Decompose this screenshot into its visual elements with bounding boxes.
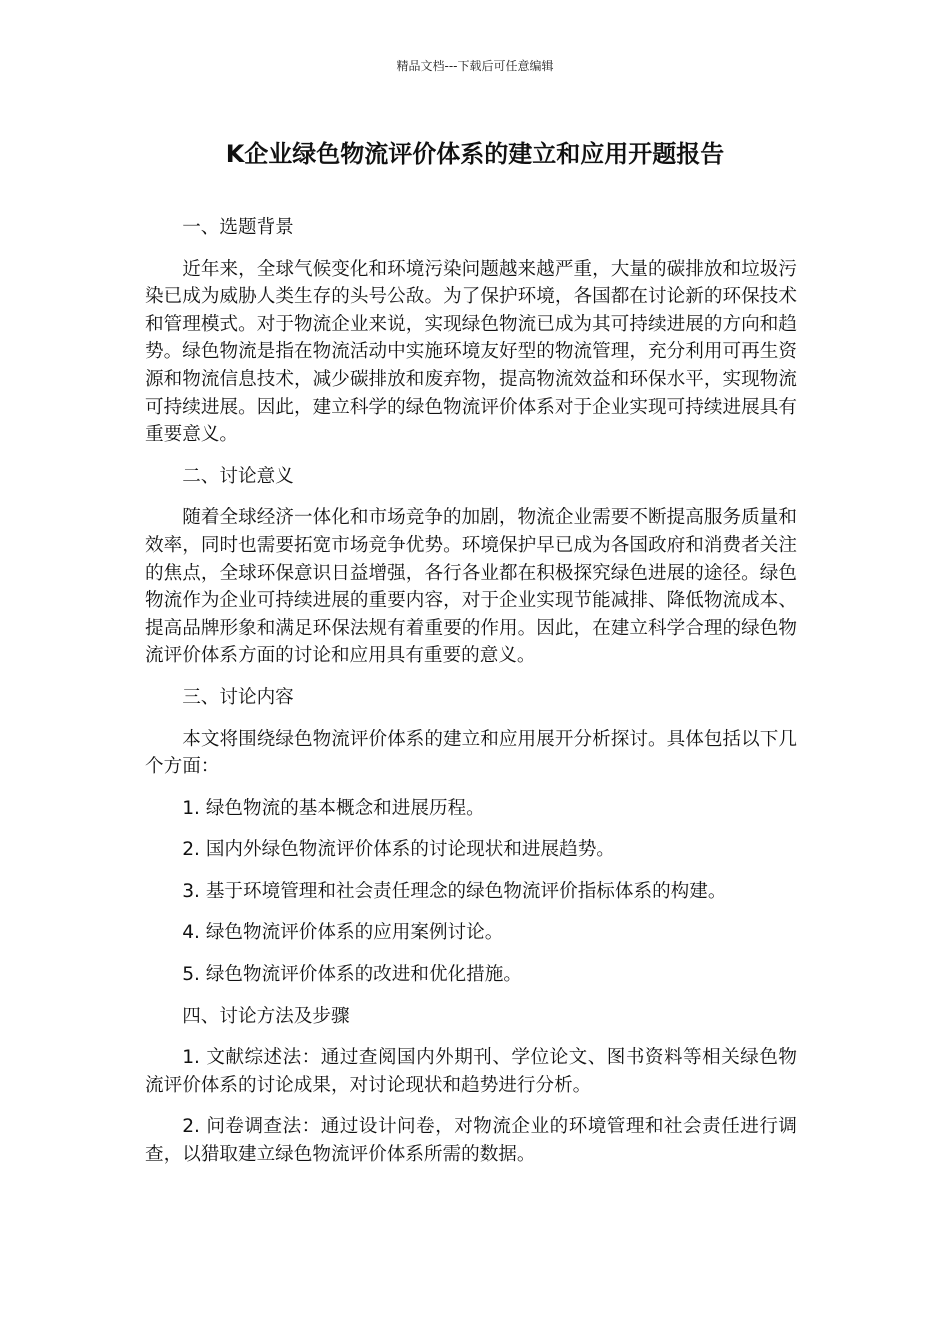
list-item: 2. 国内外绿色物流评价体系的讨论现状和进展趋势。 — [182, 839, 615, 861]
section-methods — [145, 1003, 797, 1169]
section-heading: 一、选题背景 — [182, 217, 294, 238]
page-header: 精品文档---下载后可任意编辑 — [396, 59, 554, 73]
section-heading: 二、讨论意义 — [182, 465, 294, 487]
section-significance — [145, 463, 797, 670]
paragraph: 本文将围绕绿色物流评价体系的建立和应用展开分析探讨。具体包括以下几个方面： — [145, 728, 797, 778]
list-item: 4. 绿色物流评价体系的应用案例讨论。 — [182, 922, 504, 944]
paragraph: 近年来，全球气候变化和环境污染问题越来越严重，大量的碳排放和垃圾污染已成为威胁人类生存的头号公敌。为了保护环境，各国都在讨论新的环保技术和管理模式。对于物流企业来说，实现绿色物流已成为其可持续进展的方向和趋势。绿色物流是指在物流活动中实施环境友好型的物流管理，充分利用可再生资源和物流信息技术，减少碳排放和废弃物，提高物流效益和环保水平，实现物流可持续进展。因此，建立科学的绿色物流评价体系对于企业实现可持续进展具有重要意义。 — [145, 258, 797, 446]
list-item: 1. 文献综述法：通过查阅国内外期刊、学位论文、图书资料等相关绿色物流评价体系的讨论成果，对讨论现状和趋势进行分析。 — [145, 1047, 797, 1096]
document-body — [145, 214, 797, 1183]
section-heading: 三、讨论内容 — [182, 686, 294, 708]
section-background — [145, 214, 797, 449]
paragraph: 随着全球经济一体化和市场竞争的加剧，物流企业需要不断提高服务质量和效率，同时也需要拓宽市场竞争优势。环境保护早已成为各国政府和消费者关注的焦点，全球环保意识日益增强，各行各业都在积极探究绿色进展的途径。绿色物流作为企业可持续进展的重要内容，对于企业实现节能减排、降低物流成本、提高品牌形象和满足环保法规有着重要的作用。因此，在建立科学合理的绿色物流评价体系方面的讨论和应用具有重要的意义。 — [145, 507, 797, 667]
document-title: K企业绿色物流评价体系的建立和应用开题报告 — [225, 140, 725, 168]
list-item: 1. 绿色物流的基本概念和进展历程。 — [182, 797, 485, 819]
section-heading: 四、讨论方法及步骤 — [182, 1005, 350, 1027]
list-item: 5. 绿色物流评价体系的改进和优化措施。 — [182, 964, 522, 986]
section-content — [145, 684, 797, 989]
list-item: 3. 基于环境管理和社会责任理念的绿色物流评价指标体系的构建。 — [182, 880, 727, 902]
list-item: 2. 问卷调查法：通过设计问卷，对物流企业的环境管理和社会责任进行调查，以猎取建立绿色物流评价体系所需的数据。 — [145, 1116, 797, 1166]
